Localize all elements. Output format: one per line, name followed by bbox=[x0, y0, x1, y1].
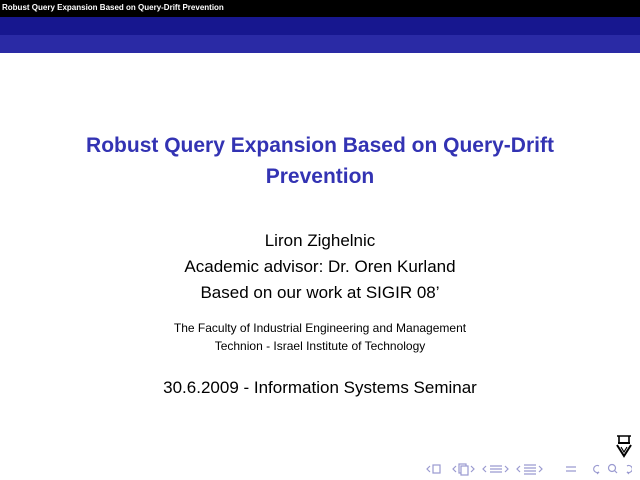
header-band-dark bbox=[0, 17, 640, 35]
institution-block bbox=[0, 319, 640, 355]
header-band-light bbox=[0, 35, 640, 53]
first-frame-icon[interactable] bbox=[424, 462, 444, 476]
section-icon[interactable] bbox=[516, 462, 544, 476]
technion-logo bbox=[614, 434, 634, 458]
author-name: Liron Zighelnic bbox=[264, 231, 376, 250]
search-icon[interactable] bbox=[592, 462, 632, 476]
based-on-line: Based on our work at SIGIR 08’ bbox=[200, 283, 440, 302]
align-icon[interactable] bbox=[564, 462, 578, 476]
running-title: Robust Query Expansion Based on Query-Drift Prevention bbox=[2, 3, 224, 12]
header-bar bbox=[0, 0, 640, 17]
subsection-icon[interactable] bbox=[482, 462, 510, 476]
faculty-line: The Faculty of Industrial Engineering and Management bbox=[173, 321, 467, 335]
frame-icon[interactable] bbox=[452, 462, 476, 476]
author-block bbox=[0, 228, 640, 306]
date-event-line: 30.6.2009 - Information Systems Seminar bbox=[163, 378, 477, 397]
institute-line: Technion - Israel Institute of Technology bbox=[214, 339, 426, 353]
navigation-bar bbox=[424, 462, 636, 476]
slide-title: Robust Query Expansion Based on Query-Drift Prevention bbox=[86, 134, 554, 188]
advisor-line: Academic advisor: Dr. Oren Kurland bbox=[184, 257, 456, 276]
